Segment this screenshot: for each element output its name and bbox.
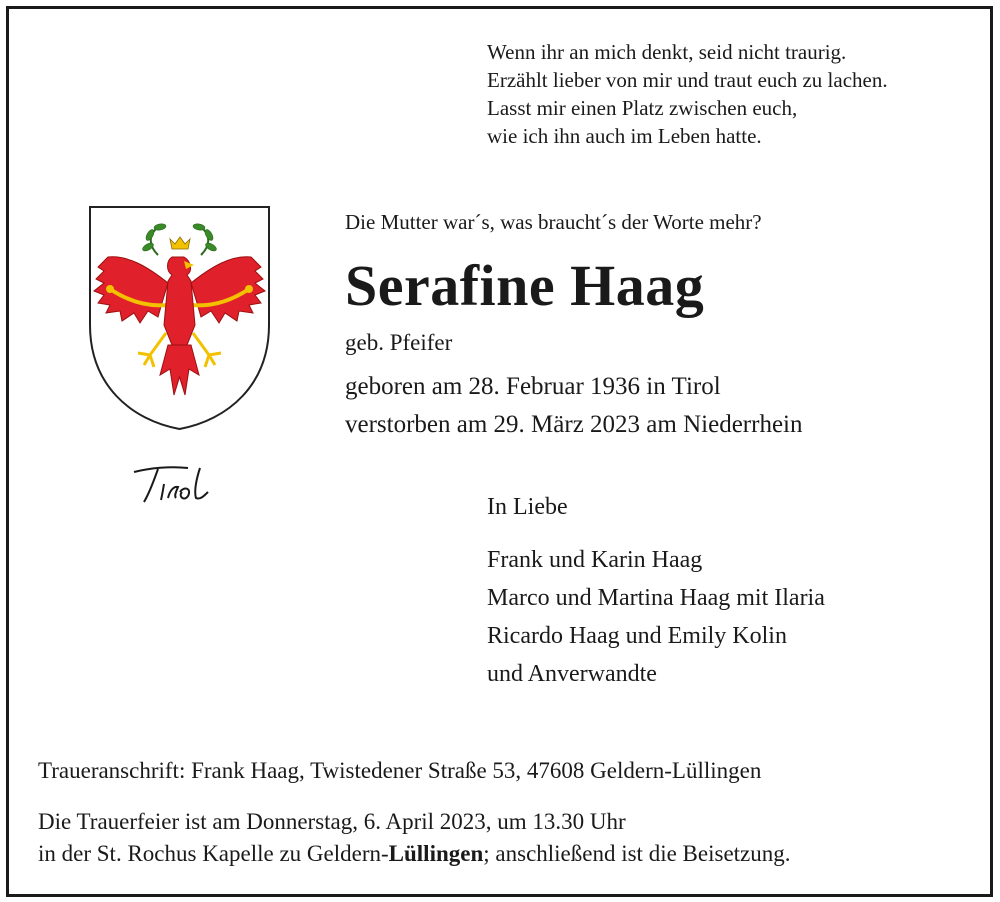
- poem-line: wie ich ihn auch im Leben hatte.: [487, 124, 762, 148]
- poem-line: Lasst mir einen Platz zwischen euch,: [487, 96, 798, 120]
- deceased-name: Serafine Haag: [345, 253, 705, 318]
- birth-name: geb. Pfeifer: [345, 330, 453, 355]
- ceremony-info: [38, 806, 791, 870]
- in-love-heading: In Liebe: [487, 494, 568, 520]
- ceremony-location: in der St. Rochus Kapelle zu Geldern-: [38, 841, 389, 866]
- ceremony-line-1: Die Trauerfeier ist am Donnerstag, 6. April 2023, um 13.30 Uhr: [38, 809, 626, 834]
- poem-line: Wenn ihr an mich denkt, seid nicht traurig.: [487, 40, 847, 64]
- mourner: Ricardo Haag und Emily Kolin: [487, 623, 787, 649]
- mourner: Marco und Martina Haag mit Ilaria: [487, 585, 825, 611]
- birth-date: geboren am 28. Februar 1936 in Tirol: [345, 373, 721, 400]
- ceremony-location-bold: Lüllingen: [388, 841, 484, 866]
- mourners-list: [487, 541, 825, 693]
- death-date: verstorben am 29. März 2023 am Niederrhein: [345, 411, 803, 438]
- poem: [487, 38, 888, 150]
- quote: Die Mutter war´s, was braucht´s der Worte mehr?: [345, 210, 762, 234]
- ceremony-burial: ; anschließend ist die Beisetzung.: [483, 841, 791, 866]
- tyrol-eagle-coat-of-arms-icon: [88, 205, 271, 431]
- life-dates: [345, 368, 802, 444]
- mourner: Frank und Karin Haag: [487, 547, 703, 573]
- mourning-address: Traueranschrift: Frank Haag, Twistedener Straße 53, 47608 Geldern-Lüllingen: [38, 758, 762, 783]
- handwritten-signature-icon: [130, 462, 220, 507]
- poem-line: Erzählt lieber von mir und traut euch zu lachen.: [487, 68, 888, 92]
- mourner: und Anverwandte: [487, 661, 657, 687]
- ceremony-line-2: [38, 838, 791, 870]
